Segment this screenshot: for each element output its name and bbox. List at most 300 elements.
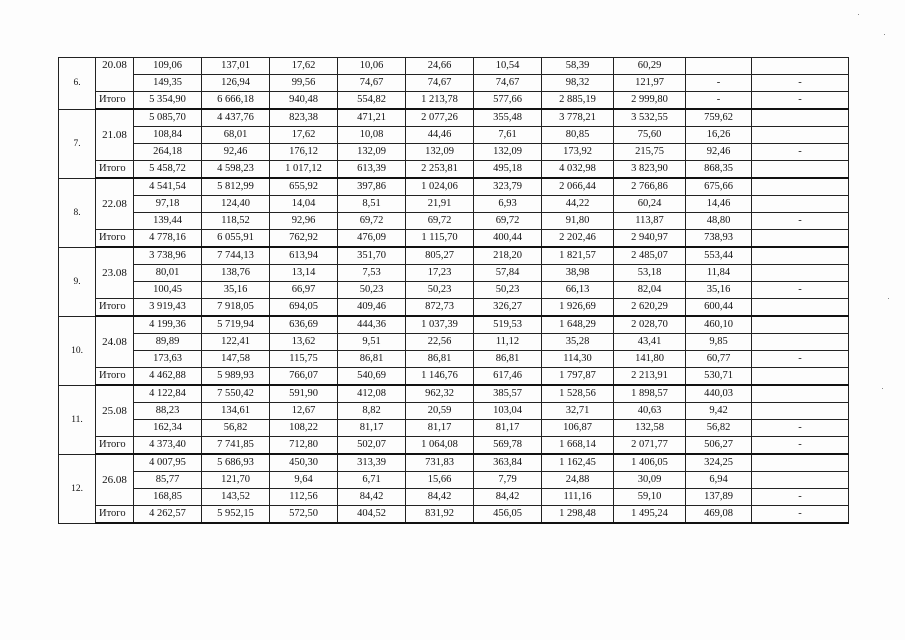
table-cell: 10,06 [338,58,406,75]
table-cell: 59,10 [614,489,686,506]
table-cell: 14,46 [686,196,752,213]
table-cell: 215,75 [614,144,686,161]
total-cell: 5 458,72 [134,161,202,179]
table-cell: 1 648,29 [542,316,614,334]
total-cell: 404,52 [338,506,406,524]
table-cell: 1 037,39 [406,316,474,334]
scan-speck [888,298,889,299]
table-cell: 32,71 [542,403,614,420]
table-cell: 113,87 [614,213,686,230]
table-cell: 7 744,13 [202,247,270,265]
table-cell: 6,93 [474,196,542,213]
total-cell: 506,27 [686,437,752,455]
total-cell: 940,48 [270,92,338,110]
table-cell: 15,66 [406,472,474,489]
total-cell: - [752,437,849,455]
table-cell: 5 812,99 [202,178,270,196]
total-cell: 4 262,57 [134,506,202,524]
table-cell: 9,51 [338,334,406,351]
table-cell [752,316,849,334]
table-cell: 103,04 [474,403,542,420]
table-cell: 132,09 [338,144,406,161]
table-cell: 35,16 [202,282,270,299]
table-cell: 5 085,70 [134,109,202,127]
table-cell: 89,89 [134,334,202,351]
table-cell: 13,62 [270,334,338,351]
scan-speck [858,14,859,15]
table-cell: 84,42 [406,489,474,506]
table-cell: 97,18 [134,196,202,213]
table-cell: 1 162,45 [542,454,614,472]
total-cell: 1 495,24 [614,506,686,524]
total-row [59,161,849,179]
table-cell: 91,80 [542,213,614,230]
table-cell: 38,98 [542,265,614,282]
table-cell: 176,12 [270,144,338,161]
table-cell: 81,17 [338,420,406,437]
row-number: 7. [59,109,96,178]
total-cell: 6 666,18 [202,92,270,110]
table-cell: 143,52 [202,489,270,506]
total-cell: 409,46 [338,299,406,317]
table-row [59,109,849,127]
table-cell: 7,61 [474,127,542,144]
table-row [59,420,849,437]
table-cell: 84,42 [474,489,542,506]
table-cell: 56,82 [202,420,270,437]
table-cell: 3 532,55 [614,109,686,127]
table-cell [686,58,752,75]
table-row [59,178,849,196]
table-cell: 7 550,42 [202,385,270,403]
table-cell: 450,30 [270,454,338,472]
table-cell: 1 821,57 [542,247,614,265]
table-cell: 112,56 [270,489,338,506]
table-row [59,247,849,265]
table-cell: 139,44 [134,213,202,230]
total-cell: 469,08 [686,506,752,524]
total-cell [752,368,849,386]
table-cell: - [752,75,849,92]
table-cell: 81,17 [474,420,542,437]
table-cell: 10,08 [338,127,406,144]
table-cell: 636,69 [270,316,338,334]
table-cell: 115,75 [270,351,338,368]
table-cell: 324,25 [686,454,752,472]
table-cell: 823,38 [270,109,338,127]
total-cell: 694,05 [270,299,338,317]
total-cell: 1 017,12 [270,161,338,179]
table-cell: 106,87 [542,420,614,437]
total-cell: 1 146,76 [406,368,474,386]
total-row [59,92,849,110]
table-cell: 92,46 [686,144,752,161]
table-cell: 2 485,07 [614,247,686,265]
total-cell: 456,05 [474,506,542,524]
table-cell: 4 122,84 [134,385,202,403]
row-number: 12. [59,454,96,523]
table-cell: 132,09 [474,144,542,161]
row-date: 24.08 [96,316,134,368]
table-cell: 11,84 [686,265,752,282]
total-cell: - [752,92,849,110]
table-cell: 149,35 [134,75,202,92]
table-cell: 355,48 [474,109,542,127]
table-cell: 17,62 [270,127,338,144]
total-cell: 4 462,88 [134,368,202,386]
row-date: 23.08 [96,247,134,299]
table-cell: 56,82 [686,420,752,437]
table-cell [752,127,849,144]
total-label: Итого [96,92,134,110]
total-cell: 2 071,77 [614,437,686,455]
table-cell [752,385,849,403]
total-cell: 712,80 [270,437,338,455]
row-date: 20.08 [96,58,134,92]
table-cell: 3 738,96 [134,247,202,265]
table-cell: 35,28 [542,334,614,351]
table-cell: 66,13 [542,282,614,299]
table-cell: 10,54 [474,58,542,75]
total-row [59,368,849,386]
total-label: Итого [96,299,134,317]
table-cell: 17,23 [406,265,474,282]
total-cell: 476,09 [338,230,406,248]
total-cell: 3 919,43 [134,299,202,317]
total-cell: 5 989,93 [202,368,270,386]
scan-speck [882,388,883,389]
total-row [59,299,849,317]
table-cell: 440,03 [686,385,752,403]
table-cell: 126,94 [202,75,270,92]
row-date: 21.08 [96,109,134,161]
total-cell: 2 999,80 [614,92,686,110]
table-cell: 471,21 [338,109,406,127]
table-cell: 363,84 [474,454,542,472]
row-date: 25.08 [96,385,134,437]
table-cell: 351,70 [338,247,406,265]
table-cell: 1 406,05 [614,454,686,472]
total-cell: 502,07 [338,437,406,455]
table-cell: 124,40 [202,196,270,213]
total-cell: 4 032,98 [542,161,614,179]
total-cell: 2 253,81 [406,161,474,179]
table-cell [752,403,849,420]
row-number: 6. [59,58,96,110]
table-cell: 81,17 [406,420,474,437]
table-cell: 731,83 [406,454,474,472]
total-cell: 1 115,70 [406,230,474,248]
total-cell: 7 918,05 [202,299,270,317]
total-cell: 1 064,08 [406,437,474,455]
total-cell: 766,07 [270,368,338,386]
table-cell: 48,80 [686,213,752,230]
table-cell: 80,01 [134,265,202,282]
table-row [59,196,849,213]
table-cell: - [752,213,849,230]
table-cell: 74,67 [474,75,542,92]
table-cell: 173,63 [134,351,202,368]
table-cell: 9,42 [686,403,752,420]
table-cell: 82,04 [614,282,686,299]
table-cell: 74,67 [338,75,406,92]
total-cell: 530,71 [686,368,752,386]
table-cell: 17,62 [270,58,338,75]
table-cell: 5 719,94 [202,316,270,334]
table-cell: 141,80 [614,351,686,368]
total-cell: 2 620,29 [614,299,686,317]
table-cell: 137,89 [686,489,752,506]
total-cell: 7 741,85 [202,437,270,455]
table-cell [752,472,849,489]
table-cell: 385,57 [474,385,542,403]
table-cell [752,265,849,282]
total-cell: 2 885,19 [542,92,614,110]
total-cell: 495,18 [474,161,542,179]
table-cell: 60,77 [686,351,752,368]
scan-speck [884,34,885,35]
table-cell: 44,22 [542,196,614,213]
table-cell: 57,84 [474,265,542,282]
table-cell: - [686,75,752,92]
table-cell: 4 541,54 [134,178,202,196]
total-cell: 554,82 [338,92,406,110]
table-cell: - [752,489,849,506]
table-cell: 100,45 [134,282,202,299]
table-row [59,351,849,368]
table-cell: 675,66 [686,178,752,196]
total-cell: 5 354,90 [134,92,202,110]
table-cell: 132,09 [406,144,474,161]
total-cell: 1 926,69 [542,299,614,317]
table-cell: 68,01 [202,127,270,144]
table-cell: 12,67 [270,403,338,420]
table-cell: 7,53 [338,265,406,282]
table-cell: 132,58 [614,420,686,437]
total-cell: 3 823,90 [614,161,686,179]
total-cell: 577,66 [474,92,542,110]
table-cell: 35,16 [686,282,752,299]
table-cell [752,334,849,351]
table-row [59,472,849,489]
table-cell: 50,23 [338,282,406,299]
table-cell: - [752,351,849,368]
row-date: 26.08 [96,454,134,506]
table-cell: 121,70 [202,472,270,489]
row-number: 11. [59,385,96,454]
table-cell: 60,24 [614,196,686,213]
table-cell: - [752,420,849,437]
table-cell: 69,72 [474,213,542,230]
total-cell [752,299,849,317]
table-cell: 1 024,06 [406,178,474,196]
table-row [59,127,849,144]
table-cell: 134,61 [202,403,270,420]
table-cell: 553,44 [686,247,752,265]
row-number: 10. [59,316,96,385]
table-cell: 121,97 [614,75,686,92]
table-cell: 60,29 [614,58,686,75]
total-cell: 2 940,97 [614,230,686,248]
table-cell: 5 686,93 [202,454,270,472]
total-cell: 540,69 [338,368,406,386]
table-cell: 6,71 [338,472,406,489]
total-cell: 762,92 [270,230,338,248]
table-cell: 43,41 [614,334,686,351]
total-label: Итого [96,161,134,179]
table-cell: 92,46 [202,144,270,161]
table-cell: 86,81 [474,351,542,368]
table-cell [752,196,849,213]
table-cell: 218,20 [474,247,542,265]
total-cell: 872,73 [406,299,474,317]
table-cell: 98,32 [542,75,614,92]
table-cell [752,454,849,472]
table-cell: 613,94 [270,247,338,265]
row-number: 8. [59,178,96,247]
table-cell: 86,81 [406,351,474,368]
total-cell: 569,78 [474,437,542,455]
total-label: Итого [96,437,134,455]
table-cell: 21,91 [406,196,474,213]
total-cell: 1 298,48 [542,506,614,524]
total-row [59,437,849,455]
table-cell: 69,72 [338,213,406,230]
table-cell: 2 028,70 [614,316,686,334]
table-cell: 69,72 [406,213,474,230]
table-cell: 2 066,44 [542,178,614,196]
table-row [59,58,849,75]
table-row [59,454,849,472]
table-cell: 8,51 [338,196,406,213]
table-cell: 111,16 [542,489,614,506]
table-cell: 16,26 [686,127,752,144]
table-cell: 2 766,86 [614,178,686,196]
table-cell: 412,08 [338,385,406,403]
table-cell: 108,22 [270,420,338,437]
table-cell: 80,85 [542,127,614,144]
table-cell: 108,84 [134,127,202,144]
table-cell: 3 778,21 [542,109,614,127]
table-cell: 109,06 [134,58,202,75]
table-row [59,282,849,299]
total-cell: 831,92 [406,506,474,524]
total-cell [752,161,849,179]
total-cell: 617,46 [474,368,542,386]
total-cell: 4 373,40 [134,437,202,455]
table-cell: 22,56 [406,334,474,351]
table-cell: 759,62 [686,109,752,127]
total-label: Итого [96,506,134,524]
table-cell: 44,46 [406,127,474,144]
table-cell: 444,36 [338,316,406,334]
table-cell: 66,97 [270,282,338,299]
table-cell: 30,09 [614,472,686,489]
table-cell: 53,18 [614,265,686,282]
data-table [58,57,849,524]
total-cell: 1 668,14 [542,437,614,455]
table-cell: 88,23 [134,403,202,420]
table-cell: 397,86 [338,178,406,196]
total-cell: 4 778,16 [134,230,202,248]
table-cell: 9,64 [270,472,338,489]
table-cell: 84,42 [338,489,406,506]
table-cell: 50,23 [406,282,474,299]
row-number: 9. [59,247,96,316]
table-cell [752,58,849,75]
table-cell: 4 437,76 [202,109,270,127]
total-cell [752,230,849,248]
total-cell: 1 213,78 [406,92,474,110]
table-cell: 75,60 [614,127,686,144]
total-cell: 400,44 [474,230,542,248]
total-cell: 5 952,15 [202,506,270,524]
table-row [59,403,849,420]
table-cell: - [752,144,849,161]
table-cell: 20,59 [406,403,474,420]
total-cell: 600,44 [686,299,752,317]
table-cell: 460,10 [686,316,752,334]
table-row [59,316,849,334]
table-cell: 50,23 [474,282,542,299]
table-cell: 805,27 [406,247,474,265]
table-cell: 264,18 [134,144,202,161]
table-cell: 1 528,56 [542,385,614,403]
table-row [59,144,849,161]
table-cell: 1 898,57 [614,385,686,403]
table-cell: 122,41 [202,334,270,351]
table-cell: 9,85 [686,334,752,351]
table-cell: 86,81 [338,351,406,368]
table-cell: 24,88 [542,472,614,489]
row-date: 22.08 [96,178,134,230]
total-cell: 326,27 [474,299,542,317]
table-cell: 168,85 [134,489,202,506]
total-cell: 572,50 [270,506,338,524]
total-row [59,230,849,248]
table-cell: 173,92 [542,144,614,161]
table-cell: 40,63 [614,403,686,420]
total-cell: 868,35 [686,161,752,179]
table-row [59,489,849,506]
table-cell: 137,01 [202,58,270,75]
total-cell: 1 797,87 [542,368,614,386]
table-cell: 8,82 [338,403,406,420]
table-row [59,213,849,230]
total-cell: - [752,506,849,524]
table-cell: 138,76 [202,265,270,282]
table-body [59,58,849,524]
table-cell: 99,56 [270,75,338,92]
table-cell [752,178,849,196]
table-cell: 147,58 [202,351,270,368]
table-cell [752,109,849,127]
total-cell: 2 213,91 [614,368,686,386]
table-cell: 962,32 [406,385,474,403]
table-cell: 114,30 [542,351,614,368]
table-cell: 13,14 [270,265,338,282]
total-cell: 4 598,23 [202,161,270,179]
total-label: Итого [96,230,134,248]
total-cell: 613,39 [338,161,406,179]
table-row [59,334,849,351]
table-cell: 58,39 [542,58,614,75]
table-cell: 4 199,36 [134,316,202,334]
table-cell [752,247,849,265]
table-cell: 6,94 [686,472,752,489]
total-cell: - [686,92,752,110]
table-cell: 7,79 [474,472,542,489]
